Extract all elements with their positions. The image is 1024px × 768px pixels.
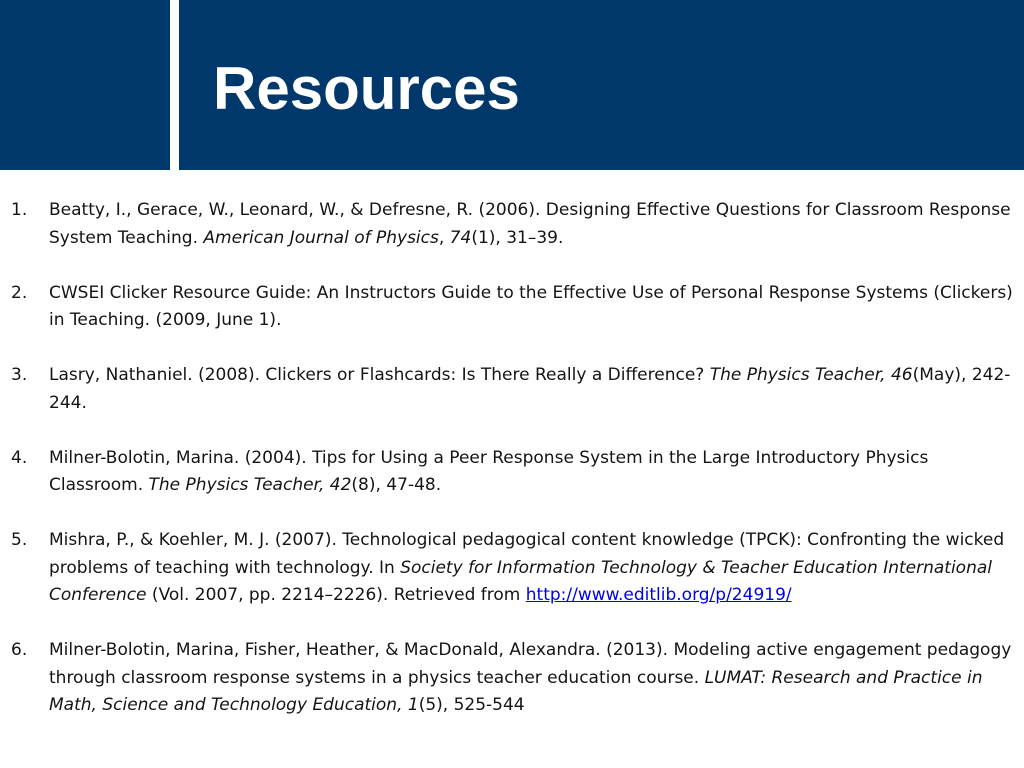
reference-number: 4. xyxy=(11,447,28,468)
reference-item xyxy=(0,637,1024,720)
reference-text: Milner-Bolotin, Marina. (2004). Tips for Using a Peer Response System in the Large Introductory Physics Classroom. xyxy=(49,447,929,495)
reference-text: (8), 47-48. xyxy=(351,475,442,495)
reference-text: Beatty, I., Gerace, W., Leonard, W., & Defresne, R. (2006). Designing Effective Questions for Classroom Response System Teaching. xyxy=(49,200,1011,248)
reference-text: Mishra, P., & Koehler, M. J. (2007). Technological pedagogical content knowledge (TPCK): Confronting the wicked problems of teaching with technology. In xyxy=(49,530,1005,578)
reference-source: The Physics Teacher, 46 xyxy=(709,365,913,385)
reference-text: CWSEI Clicker Resource Guide: An Instructors Guide to the Effective Use of Personal Response Systems (Clickers) in Teaching. (2009, June 1). xyxy=(49,282,1013,330)
reference-item xyxy=(0,445,1024,500)
reference-number: 2. xyxy=(11,282,28,303)
reference-text: (5), 525-544 xyxy=(418,695,525,715)
reference-source: 74 xyxy=(449,227,472,248)
reference-item xyxy=(0,280,1024,335)
slide-title: Resources xyxy=(213,55,520,122)
reference-number: 1. xyxy=(11,200,28,220)
reference-number: 5. xyxy=(11,530,28,550)
reference-source: Society for Information Technology & Teacher Education International Conference xyxy=(49,557,992,605)
reference-text: (May), 242-244. xyxy=(49,365,1011,413)
reference-text: Lasry, Nathaniel. (2008). Clickers or Flashcards: Is There Really a Difference? xyxy=(49,365,710,385)
reference-text: (1), 31–39. xyxy=(471,227,564,248)
reference-number: 3. xyxy=(11,365,28,385)
header-divider xyxy=(170,0,179,170)
reference-item xyxy=(0,197,1024,252)
reference-text: Milner-Bolotin, Marina, Fisher, Heather, & MacDonald, Alexandra. (2013). Modeling active engagement pedagogy through classroom response systems in a physics teacher education course. xyxy=(49,640,1012,688)
reference-item xyxy=(0,362,1024,417)
reference-source: The Physics Teacher, 42 xyxy=(148,475,352,495)
reference-text: , xyxy=(438,227,450,248)
header-block-left xyxy=(0,0,170,170)
reference-list xyxy=(0,197,1024,747)
reference-source: LUMAT: Research and Practice in Math, Science and Technology Education, 1 xyxy=(49,667,983,715)
reference-number: 6. xyxy=(11,640,28,660)
reference-link[interactable]: http://www.editlib.org/p/24919/ xyxy=(525,585,792,605)
reference-text: (Vol. 2007, pp. 2214–2226). Retrieved from xyxy=(146,585,526,605)
reference-item xyxy=(0,527,1024,610)
reference-source: American Journal of Physics xyxy=(203,227,439,248)
